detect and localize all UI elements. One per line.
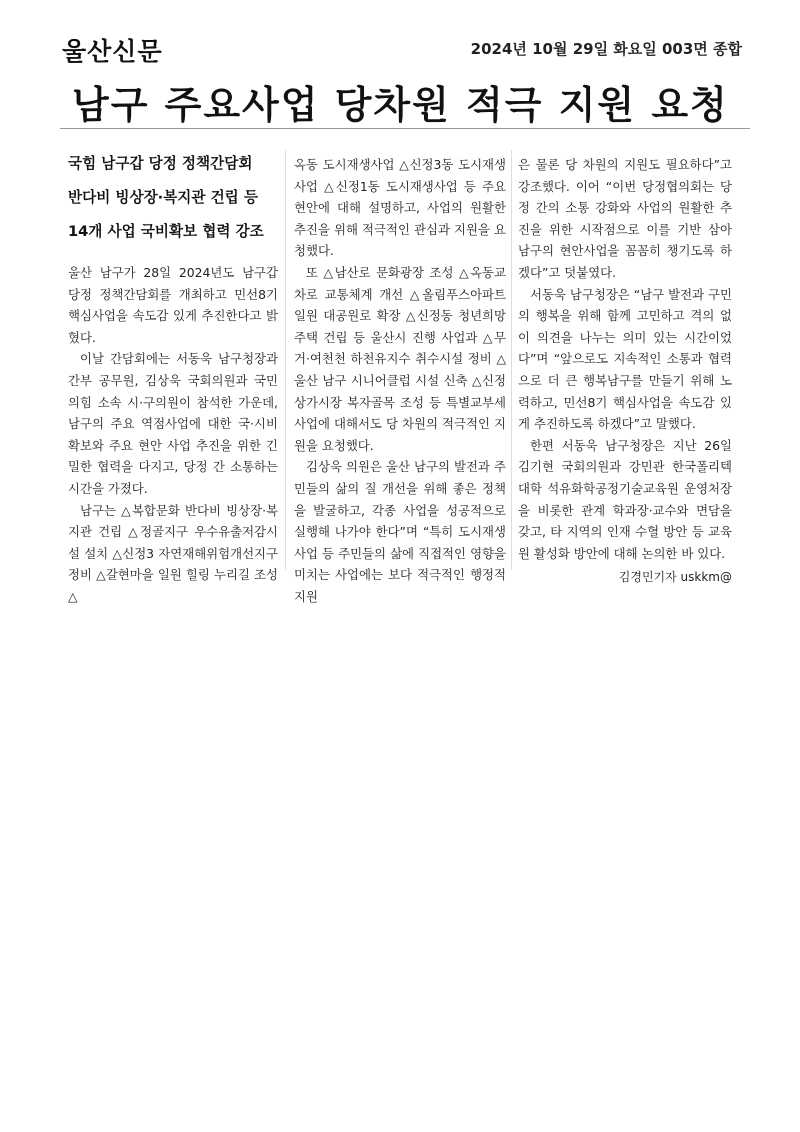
article-paragraph: 또 △남산로 문화광장 조성 △옥동교차로 교통체계 개선 △올림푸스아파트 일원 대공원로 확장 △신정동 청년희망 주택 건립 등 울산시 진행 사업과 △무거·여천천 하천유지수 취수시설 정비 △울산 남구 시니어클럽 시설 신축 △신정상가시장 복자골목 조성 등 특별교부세 사업에 대해서도 당 차원의 적극적인 지원을 요청했다.	[294, 264, 506, 453]
article-column-2	[294, 154, 506, 607]
article-paragraph: 은 물론 당 차원의 지원도 필요하다”고 강조했다. 이어 “이번 당정협의회는 당정 간의 소통 강화와 사업의 원활한 추진을 위한 시작점으로 이를 기반 삼아 남구의 현안사업을 꼼꼼히 챙기도록 하겠다”고 덧붙였다.	[518, 157, 732, 280]
reporter-byline: 김경민기자 uskkm@	[618, 570, 732, 585]
subheadline: 반다비 빙상장·복지관 건립 등	[68, 189, 258, 206]
article-column-1	[68, 152, 278, 608]
article-paragraph: 울산 남구가 28일 2024년도 남구갑 당정 정책간담회를 개최하고 민선8기 핵심사업을 속도감 있게 추진한다고 밝혔다.	[68, 265, 278, 345]
subheadline-block	[68, 152, 278, 244]
article-paragraph: 남구는 △복합문화 반다비 빙상장·복지관 건립 △정골지구 우수유출저감시설 설치 △신정3 자연재해위험개선지구 정비 △갈현마을 일원 힐링 누리길 조성 △	[68, 502, 278, 604]
column-divider-2	[511, 150, 512, 570]
headline-divider	[60, 128, 750, 129]
issue-dateline: 2024년 10월 29일 화요일 003면 종합	[470, 40, 742, 58]
newspaper-masthead: 울산신문	[62, 37, 163, 66]
article-column-3	[518, 154, 732, 589]
article-paragraph: 한편 서동욱 남구청장은 지난 26일 김기현 국회의원과 강민관 한국폴리텍대학 석유화학공정기술교육원 운영처장을 비롯한 관계 학과장·교수와 면담을 갖고, 타 지역의 인재 수혈 방안 등 교육원 활성화 방안에 대해 논의한 바 있다.	[518, 437, 732, 561]
article-paragraph: 옥동 도시재생사업 △신정3동 도시재생사업 △신정1동 도시재생사업 등 주요 현안에 대해 설명하고, 사업의 원활한 추진을 위해 적극적인 관심과 지원을 요청했다.	[294, 157, 506, 259]
subheadline: 국힘 남구갑 당정 정책간담회	[68, 155, 253, 172]
article-paragraph: 서동욱 남구청장은 “남구 발전과 구민의 행복을 위해 함께 고민하고 격의 없이 의견을 나누는 의미 있는 시간이었다”며 “앞으로도 지속적인 소통과 협력으로 더 큰 행복남구를 만들기 위해 노력하고, 민선8기 핵심사업을 속도감 있게 추진하도록 하겠다”고 말했다.	[518, 286, 732, 432]
article-headline: 남구 주요사업 당차원 적극 지원 요청	[72, 83, 729, 127]
article-paragraph: 김상욱 의원은 울산 남구의 발전과 주민들의 삶의 질 개선을 위해 좋은 정책을 발굴하고, 각종 사업을 성공적으로 실행해 나가야 한다”며 “특히 도시재생 사업 등 주민들의 삶에 직접적인 영향을 미치는 사업에는 보다 적극적인 행정적 지원	[294, 459, 506, 604]
article-paragraph: 이날 간담회에는 서동욱 남구청장과 간부 공무원, 김상욱 국회의원과 국민의힘 소속 시·구의원이 참석한 가운데, 남구의 주요 역점사업에 대한 국·시비 확보와 주요 현안 사업 추진을 위한 긴밀한 협력을 다지고, 당정 간 소통하는 시간을 가졌다.	[68, 351, 278, 496]
column-divider-1	[285, 150, 286, 570]
subheadline: 14개 사업 국비확보 협력 강조	[68, 223, 264, 240]
